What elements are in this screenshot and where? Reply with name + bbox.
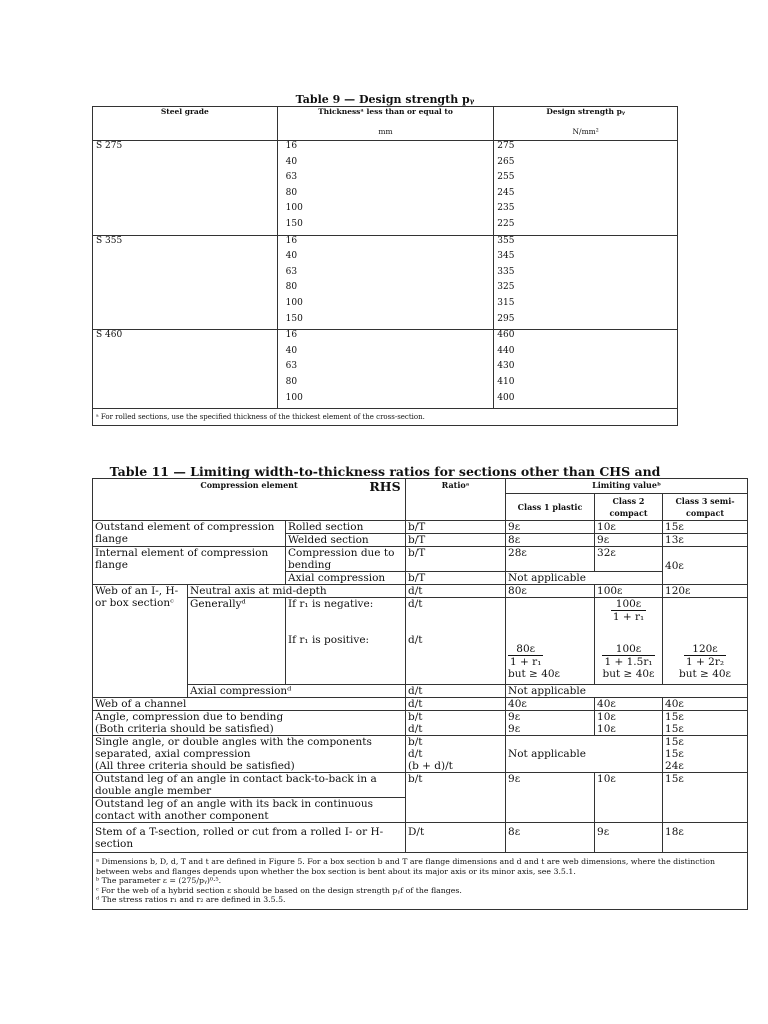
design-strength-cell: 355: [494, 235, 678, 251]
class3-cell: 15ε: [663, 773, 748, 823]
rolled-section-label: Rolled section: [286, 521, 406, 534]
fraction-100-neg: $\frac{100\varepsilon}{\text{1 + r₁}}$: [612, 598, 645, 623]
design-strength-cell: 225: [494, 219, 678, 235]
stem-tee-label: Stem of a T-section, rolled or cut from a rolled I- or H-section: [93, 823, 406, 853]
outstand-flange-label: Outstand element of compression flange: [93, 521, 286, 547]
web-channel-label: Web of a channel: [93, 698, 406, 711]
class2-cell: 10ε 10ε: [595, 711, 663, 736]
ratio-cell: b/T: [406, 572, 506, 585]
table-row: [93, 773, 748, 798]
table-row: [93, 219, 678, 235]
table-row: [93, 298, 678, 314]
table-row: [93, 585, 748, 598]
ratio-cell: b/T: [406, 534, 506, 547]
steel-grade-cell: [93, 188, 278, 204]
thickness-cell: 40: [277, 157, 494, 173]
table-row: [93, 361, 678, 377]
steel-grade-cell: [93, 377, 278, 393]
steel-grade-cell: [93, 346, 278, 362]
class2-cell: 40ε: [595, 698, 663, 711]
not-applicable-cell: Not applicable: [506, 572, 663, 585]
table-row: [93, 235, 678, 251]
table-row: [93, 736, 748, 773]
header-limiting-value: Limiting valueᵇ: [506, 479, 748, 494]
table-row: [93, 393, 678, 409]
steel-grade-cell: [93, 219, 278, 235]
footnote-d: ᵈ The stress ratios r₁ and r₂ are defined in 3.5.5.: [96, 895, 286, 904]
design-strength-cell: 255: [494, 172, 678, 188]
design-strength-cell: 235: [494, 203, 678, 219]
table-row: [93, 598, 748, 635]
thickness-cell: 63: [277, 172, 494, 188]
ratio-cell: b/t d/t: [406, 711, 506, 736]
thickness-cell: 40: [277, 251, 494, 267]
class1-cell: 28ε: [506, 547, 595, 572]
table-row: [93, 547, 748, 572]
r1-negative-label: If r₁ is negative:: [286, 598, 406, 635]
ratio-cell: b/t: [406, 773, 506, 823]
ratio-cell: b/T: [406, 521, 506, 534]
fraction-100-pos: $\frac{100\varepsilon}{\text{1 + 1.5r₁}}$: [604, 643, 653, 668]
internal-flange-label: Internal element of compression flange: [93, 547, 286, 585]
design-strength-cell: 400: [494, 393, 678, 409]
header-thickness: Thicknessᵃ less than or equal to mm: [277, 107, 494, 141]
table-row: [93, 521, 748, 534]
header-class1: Class 1 plastic: [506, 494, 595, 521]
class3-cell: $\frac{120\varepsilon}{\text{1 + 2r₂}}$ but ≥ 40ε: [663, 598, 748, 685]
design-strength-cell: 345: [494, 251, 678, 267]
ratio-cell: b/T: [406, 547, 506, 572]
design-strength-cell: 335: [494, 267, 678, 283]
thickness-cell: 80: [277, 188, 494, 204]
table11-footnotes-row: [93, 853, 748, 910]
thickness-cell: 80: [277, 282, 494, 298]
steel-grade-cell: [93, 251, 278, 267]
table11-footnotes: [93, 853, 748, 910]
table-row: [93, 188, 678, 204]
steel-grade-cell: [93, 282, 278, 298]
thickness-cell: 150: [277, 219, 494, 235]
header-ratio: Ratioᵃ: [406, 479, 506, 521]
table9-footnote: ᵃ For rolled sections, use the specified thickness of the thickest element of the cross-section.: [93, 409, 678, 426]
table11-header-row: [93, 479, 748, 494]
ratio-cell: d/t: [406, 685, 506, 698]
header-class3: Class 3 semi-compact: [663, 494, 748, 521]
header-design-strength: Design strength pᵧ N/mm²: [494, 107, 678, 141]
ratio-cell: D/t: [406, 823, 506, 853]
class2-cell: 9ε: [595, 823, 663, 853]
web-ih-box-label: Web of an I-, H- or box sectionᶜ: [93, 585, 188, 698]
table9-header-row: [93, 107, 678, 141]
thickness-cell: 100: [277, 203, 494, 219]
table-row: [93, 685, 748, 698]
table9-title: Table 9 — Design strength pᵧ: [295, 93, 475, 106]
class3-cell: 15ε: [663, 521, 748, 534]
class3-cell: 13ε: [663, 534, 748, 547]
class1-cell: 8ε: [506, 534, 595, 547]
steel-grade-cell: [93, 314, 278, 330]
class1-cell: 9ε 9ε: [506, 711, 595, 736]
table-row: [93, 330, 678, 346]
ratio-cell: b/t d/t (b + d)/t: [406, 736, 506, 773]
table9-footnote-row: [93, 409, 678, 426]
table11: [92, 478, 748, 910]
steel-grade-cell: [93, 203, 278, 219]
table-row: [93, 282, 678, 298]
table-row: [93, 267, 678, 283]
class2-cell: [595, 598, 663, 635]
thickness-cell: 100: [277, 298, 494, 314]
class3-cell: 15ε 15ε 24ε: [663, 736, 748, 773]
thickness-cell: 80: [277, 377, 494, 393]
design-strength-cell: 275: [494, 141, 678, 157]
design-strength-cell: 265: [494, 157, 678, 173]
class2-cell: 10ε: [595, 773, 663, 823]
class3-cell: 120ε: [663, 585, 748, 598]
outstand-leg-label-2: Outstand leg of an angle with its back in continuous contact with another component: [93, 798, 406, 823]
fraction-80: $\frac{80\varepsilon}{\text{1 + r₁}}$: [510, 643, 542, 668]
steel-grade-cell: S 460: [93, 330, 278, 346]
table-row: [93, 823, 748, 853]
class2-cell: $\frac{100\varepsilon}{\text{1 + 1.5r₁}}$ but ≥ 40ε: [595, 634, 663, 685]
thickness-cell: 63: [277, 361, 494, 377]
design-strength-cell: 460: [494, 330, 678, 346]
axial-compression-label: Axial compression: [286, 572, 406, 585]
r1-positive-label: If r₁ is positive:: [286, 634, 406, 685]
thickness-cell: 63: [277, 267, 494, 283]
axial-compression-d-label: Axial compressionᵈ: [188, 685, 406, 698]
thickness-cell: 16: [277, 141, 494, 157]
thickness-cell: 40: [277, 346, 494, 362]
thickness-cell: 16: [277, 330, 494, 346]
steel-grade-cell: [93, 361, 278, 377]
class1-cell: 40ε: [506, 698, 595, 711]
design-strength-cell: 295: [494, 314, 678, 330]
table-row: [93, 203, 678, 219]
thickness-cell: 16: [277, 235, 494, 251]
ratio-cell: d/t: [406, 598, 506, 635]
table-row: [93, 157, 678, 173]
table-row: [93, 141, 678, 157]
class2-cell: 10ε: [595, 521, 663, 534]
steel-grade-cell: [93, 267, 278, 283]
steel-grade-cell: [93, 172, 278, 188]
class1-cell: $\frac{80\varepsilon}{\text{1 + r₁}}$ but ≥ 40ε: [506, 598, 595, 685]
class1-cell: 80ε: [506, 585, 595, 598]
steel-grade-cell: S 355: [93, 235, 278, 251]
thickness-cell: 150: [277, 314, 494, 330]
steel-grade-cell: [93, 157, 278, 173]
class1-cell: 9ε: [506, 521, 595, 534]
table-row: [93, 172, 678, 188]
welded-section-label: Welded section: [286, 534, 406, 547]
ratio-cell: d/t: [406, 634, 506, 685]
class3-cell: 18ε: [663, 823, 748, 853]
compression-bending-label: Compression due to bending: [286, 547, 406, 572]
design-strength-cell: 315: [494, 298, 678, 314]
class2-cell: 32ε: [595, 547, 663, 572]
table-row: [93, 314, 678, 330]
header-compression-element: Compression element: [93, 479, 406, 521]
not-applicable-cell: Not applicable: [506, 736, 663, 773]
fraction-120: $\frac{120\varepsilon}{\text{1 + 2r₂}}$: [685, 643, 725, 668]
steel-grade-cell: [93, 393, 278, 409]
class2-cell: 9ε: [595, 534, 663, 547]
single-angle-label: Single angle, or double angles with the components separated, axial compression (All three criteria should be satisfied): [93, 736, 406, 773]
class1-cell: 9ε: [506, 773, 595, 823]
header-class2: Class 2 compact: [595, 494, 663, 521]
design-strength-cell: 325: [494, 282, 678, 298]
table9: [92, 106, 678, 426]
footnote-b: ᵇ The parameter ε = (275/pᵧ)⁰·⁵.: [96, 876, 222, 885]
ratio-cell: d/t: [406, 698, 506, 711]
class3-cell: 15ε 15ε: [663, 711, 748, 736]
outstand-leg-label-1: Outstand leg of an angle in contact back-to-back in a double angle member: [93, 773, 406, 798]
header-steel-grade: Steel grade: [93, 107, 278, 141]
design-strength-cell: 245: [494, 188, 678, 204]
design-strength-cell: 410: [494, 377, 678, 393]
neutral-axis-label: Neutral axis at mid-depth: [188, 585, 406, 598]
steel-grade-cell: S 275: [93, 141, 278, 157]
class3-cell: 40ε: [663, 698, 748, 711]
table-row: [93, 377, 678, 393]
not-applicable-cell: Not applicable: [506, 685, 748, 698]
class3-cell: 40ε: [663, 547, 748, 585]
thickness-cell: 100: [277, 393, 494, 409]
table-row: [93, 698, 748, 711]
footnote-c: ᶜ For the web of a hybrid section ε should be based on the design strength pᵧf of the flanges.: [96, 885, 462, 895]
design-strength-cell: 430: [494, 361, 678, 377]
table-row: [93, 251, 678, 267]
steel-grade-cell: [93, 298, 278, 314]
table-row: [93, 346, 678, 362]
class1-cell: 8ε: [506, 823, 595, 853]
angle-bending-label: Angle, compression due to bending (Both criteria should be satisfied): [93, 711, 406, 736]
design-strength-cell: 440: [494, 346, 678, 362]
table11-title: Table 11 — Limiting width-to-thickness ratios for sections other than CHS and RHS: [109, 464, 661, 494]
ratio-cell: d/t: [406, 585, 506, 598]
class2-cell: 100ε: [595, 585, 663, 598]
table-row: [93, 711, 748, 736]
footnote-a: ᵃ Dimensions b, D, d, T and t are defined in Figure 5. For a box section b and T are flange dimensions and d and t are web dimensions, where the distinction between webs and flanges depends upon whether the box section is bent about its major axis or its minor axis, see 3.5.1.: [96, 857, 716, 876]
generally-label: Generallyᵈ: [188, 598, 286, 685]
